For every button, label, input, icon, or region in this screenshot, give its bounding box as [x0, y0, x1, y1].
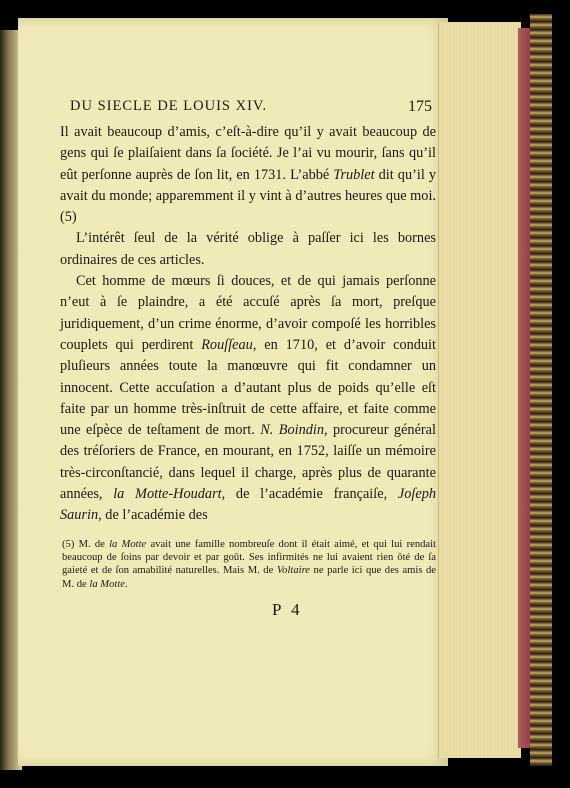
running-title: DU SIECLE DE LOUIS XIV. [70, 98, 268, 114]
text-run: . [124, 578, 128, 590]
body-text [60, 122, 436, 527]
italic-run: N. Boindin [260, 422, 325, 439]
text-run: , de l’académie françaiſe, [221, 486, 398, 503]
paragraph-2 [60, 228, 436, 271]
page-number: 175 [408, 98, 432, 115]
paragraph-1 [60, 122, 436, 228]
text-run: , procureur général des tréſoriers de France, en mourant, en 1752, laiſſe un mémoire très-circonſtancié, dans lequel il charge, après plus de quarante années, [60, 422, 436, 503]
text-run: avait une famille nombreuſe dont il était aimé, et qui lui rendait beaucoup de ſoins par devoir et par goût. Ses infirmités ne lui avaient rien ôté de ſa gaieté et de ſon amabilité naturelles. Mais M. de [62, 539, 436, 577]
italic-run: la Motte [89, 578, 125, 590]
signature-mark: P 4 [272, 600, 303, 619]
cover-gilt-spine [530, 14, 552, 766]
italic-run: la Motte-Houdart [113, 486, 222, 503]
italic-run: Voltaire [276, 565, 311, 577]
text-run: , en 1710, et d’avoir conduit pluſieurs années toute la manœuvre qui fit condamner un innocent. Cette accuſation a d’autant plus de poids qu’elle eſt faite par un homme très-inſtruit de cette affaire, et faite comme une eſpèce de teſtament de mort. [60, 336, 436, 439]
text-run: (5) M. de [62, 539, 110, 550]
footnote [62, 538, 436, 591]
text-run: Cet homme de mœurs ſi douces, et de qui jamais perſonne n’eut à ſe plaindre, a été accuſé après ſa mort, preſque juridiquement, d’un crime énorme, d’avoir compoſé les horribles couplets qui perdirent [60, 273, 436, 353]
page-stack-edge [438, 22, 521, 758]
text-run: ne parle ici que des amis de M. de [62, 565, 436, 590]
running-header [70, 98, 432, 116]
text-run: dit qu’il y avait du monde; apparemment il y vint à d’autres heures que moi. (5) [60, 166, 436, 226]
text-run: , de l’académie des [98, 507, 208, 524]
italic-run: Rouſſeau [201, 336, 253, 353]
paragraph-3 [60, 271, 436, 527]
italic-run: la Motte [109, 539, 147, 550]
italic-run: Trublet [333, 166, 375, 183]
italic-run: Joſeph Saurin [60, 486, 436, 524]
text-run: Il avait beaucoup d’amis, c’eſt-à-dire qu’il y avait beaucoup de gens qui ſe plaiſaient dans ſa ſociété. Je l’ai vu mourir, ſans qu’il eût perſonne auprès de ſon lit, en 1731. L’abbé [60, 124, 436, 183]
text-run: L’intérêt ſeul de la vérité oblige à paſſer ici les bornes ordinaires de ces articles. [60, 230, 436, 268]
